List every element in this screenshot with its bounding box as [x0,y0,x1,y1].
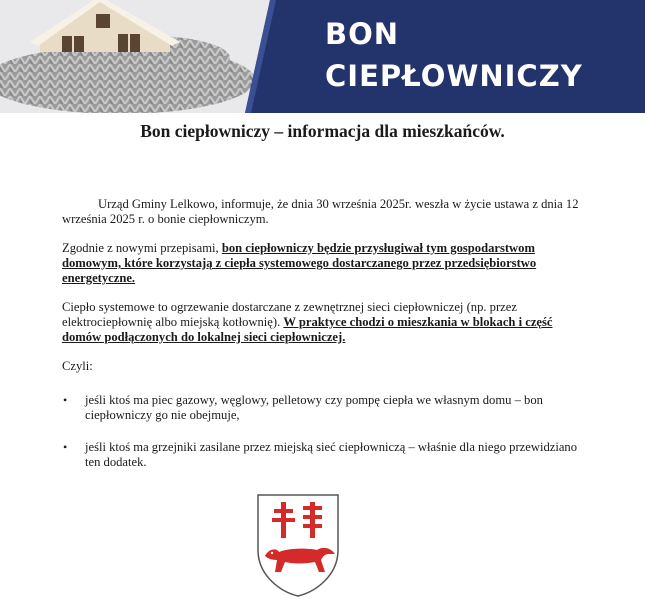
list-item [62,393,582,423]
header-banner [0,0,645,113]
bullet-list [62,393,582,470]
paragraph-announcement: Urząd Gminy Lelkowo, informuje, że dnia 30 września 2025r. weszła w życie ustawa z dnia 12 września 2025 r. o bonie ciepłowniczym. [62,197,579,226]
banner-blue-panel [0,0,645,113]
page-title: Bon ciepłowniczy – informacja dla mieszkańców. [140,121,505,141]
eligibility-emphasis: bon ciepłowniczy będzie przysługiwał tym gospodarstwom domowym, które korzystają z ciepła systemowego dostarczanego przez przedsiębiorstwo energetyczne. [62,241,537,285]
bullet-icon: • [63,440,68,454]
document-body [62,197,582,487]
list-item-text: jeśli ktoś ma grzejniki zasilane przez miejską sieć ciepłowniczą – właśnie dla niego przewidziano ten dodatek. [85,440,578,469]
banner-title-line1: BON [325,17,400,51]
definition-emphasis: W praktyce chodzi o mieszkania w blokach i część domów podłączonych do lokalnej sieci ciepłowniczej. [62,315,553,344]
paragraph-summary-label: Czyli: [62,359,93,373]
eligibility-intro: Zgodnie z nowymi przepisami, [62,241,222,255]
list-item-text: jeśli ktoś ma piec gazowy, węglowy, pelletowy czy pompę ciepła we własnym domu – bon ciepłowniczy go nie obejmuje, [85,393,543,422]
definition-text: Ciepło systemowe to ogrzewanie dostarczane z zewnętrznej sieci ciepłowniczej (np. przez elektrociepłownię albo miejską kotłownię). [62,300,517,329]
bullet-icon: • [63,393,68,407]
paragraph-definition [62,300,582,345]
banner-title-line2: CIEPŁOWNICZY [325,59,583,93]
list-item [62,440,582,470]
coat-of-arms-emblem [255,492,341,598]
paragraph-eligibility [62,241,582,286]
